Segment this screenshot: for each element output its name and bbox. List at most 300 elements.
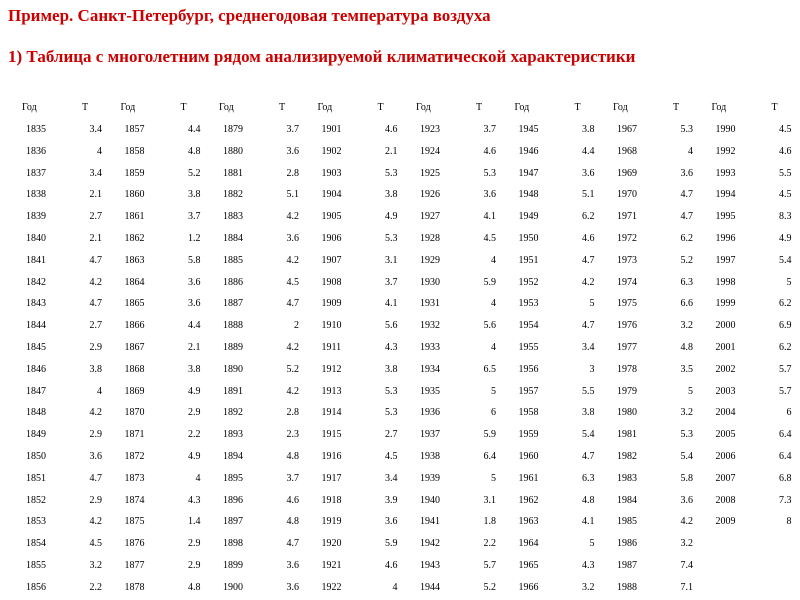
header-year: Год bbox=[711, 102, 727, 113]
year-cell: 1861 bbox=[124, 211, 145, 223]
temperature-cell: 5.2 bbox=[286, 363, 299, 375]
temperature-cell: 3.1 bbox=[483, 494, 496, 506]
temperature-cell: 4.2 bbox=[286, 385, 299, 397]
temperature-cell: 4 bbox=[97, 385, 102, 397]
year-cell: 1973 bbox=[617, 254, 637, 266]
temperature-cell: 4.2 bbox=[89, 276, 102, 288]
temperature-cell: 4.7 bbox=[286, 538, 299, 550]
temperature-cell: 2.2 bbox=[483, 538, 496, 550]
year-cell: 1913 bbox=[321, 385, 342, 397]
year-cell: 1910 bbox=[321, 320, 342, 332]
year-cell: 1938 bbox=[420, 451, 440, 462]
header-year: Год bbox=[613, 102, 628, 113]
year-cell: 1950 bbox=[518, 233, 539, 244]
temperature-cell: 2.9 bbox=[188, 560, 201, 571]
year-cell: 1883 bbox=[223, 211, 243, 223]
temperature-cell: 4.3 bbox=[385, 342, 398, 353]
year-cell: 1949 bbox=[518, 211, 539, 223]
temperature-cell: 4.9 bbox=[779, 233, 792, 244]
temperature-cell: 3.2 bbox=[89, 560, 102, 571]
temperature-cell: 4.6 bbox=[286, 494, 299, 506]
temperature-cell: 3.4 bbox=[89, 167, 102, 179]
year-cell: 1838 bbox=[26, 189, 46, 201]
temperature-cell: 6.3 bbox=[582, 472, 595, 484]
temperature-cell: 3.8 bbox=[385, 363, 398, 375]
temperature-cell: 2.2 bbox=[188, 429, 201, 441]
year-cell: 1896 bbox=[223, 494, 243, 506]
year-cell: 1900 bbox=[223, 581, 243, 593]
year-cell: 1948 bbox=[518, 189, 539, 201]
temperature-cell: 4.4 bbox=[188, 124, 201, 135]
temperature-cell: 4.2 bbox=[680, 516, 693, 528]
temperature-cell: 6.6 bbox=[680, 298, 693, 310]
header-year: Год bbox=[22, 102, 37, 113]
year-cell: 1866 bbox=[124, 320, 145, 332]
temperature-cell: 4.6 bbox=[385, 560, 398, 571]
temperature-cell: 4.2 bbox=[89, 516, 102, 528]
temperature-cell: 5.5 bbox=[582, 385, 595, 397]
year-cell: 1995 bbox=[715, 211, 736, 223]
year-cell: 1929 bbox=[420, 254, 440, 266]
year-cell: 2008 bbox=[715, 494, 736, 506]
temperature-cell: 5 bbox=[688, 385, 693, 397]
temperature-cell: 6.3 bbox=[680, 276, 693, 288]
temperature-cell: 6.2 bbox=[779, 342, 792, 353]
year-cell: 1870 bbox=[124, 407, 145, 419]
year-cell: 1914 bbox=[321, 407, 342, 419]
temperature-cell: 1.4 bbox=[188, 516, 201, 528]
year-cell: 1839 bbox=[26, 211, 46, 223]
temperature-cell: 2.9 bbox=[188, 407, 201, 419]
temperature-cell: 6.2 bbox=[680, 233, 693, 244]
temperature-cell: 3.6 bbox=[188, 298, 201, 310]
temperature-cell: 4.4 bbox=[582, 145, 595, 157]
temperature-cell: 4.9 bbox=[188, 451, 201, 462]
temperature-cell: 5 bbox=[491, 472, 496, 484]
header-year: Год bbox=[317, 102, 333, 113]
temperature-cell: 4.1 bbox=[385, 298, 398, 310]
year-cell: 1877 bbox=[124, 560, 145, 571]
year-cell: 1903 bbox=[321, 167, 342, 179]
year-cell: 1935 bbox=[420, 385, 440, 397]
temperature-cell: 2.1 bbox=[89, 233, 102, 244]
temperature-cell: 4.7 bbox=[582, 451, 595, 462]
year-cell: 1986 bbox=[617, 538, 637, 550]
temperature-cell: 3.6 bbox=[286, 145, 299, 157]
temperature-cell: 1.8 bbox=[483, 516, 496, 528]
temperature-cell: 8 bbox=[786, 516, 792, 528]
slide-title: Пример. Санкт-Петербург, среднегодовая температура воздуха bbox=[8, 6, 491, 25]
temperature-cell: 6.8 bbox=[779, 472, 792, 484]
temperature-cell: 4.2 bbox=[89, 407, 102, 419]
temperature-cell: 3.8 bbox=[188, 363, 201, 375]
temperature-cell: 5.3 bbox=[483, 167, 496, 179]
year-cell: 1879 bbox=[223, 124, 243, 135]
temperature-cell: 5 bbox=[589, 298, 595, 310]
year-cell: 1920 bbox=[321, 538, 342, 550]
year-cell: 1960 bbox=[518, 451, 539, 462]
year-cell: 1951 bbox=[518, 254, 539, 266]
temperature-cell: 5.5 bbox=[779, 167, 792, 179]
temperature-cell: 3.8 bbox=[582, 407, 595, 419]
year-cell: 1876 bbox=[124, 538, 145, 550]
year-cell: 1846 bbox=[26, 363, 46, 375]
temperature-cell: 4.6 bbox=[483, 145, 496, 157]
year-cell: 1919 bbox=[321, 516, 342, 528]
year-cell: 1890 bbox=[223, 363, 243, 375]
year-cell: 1982 bbox=[617, 451, 637, 462]
temperature-cell: 4.7 bbox=[89, 298, 102, 310]
temperature-cell: 5.2 bbox=[188, 167, 201, 179]
temperature-cell: 5.7 bbox=[779, 363, 792, 375]
year-cell: 1987 bbox=[617, 560, 637, 571]
header-temp: Т bbox=[180, 102, 187, 113]
temperature-cell: 2.7 bbox=[89, 211, 102, 223]
temperature-cell: 4.1 bbox=[582, 516, 595, 528]
year-cell: 1932 bbox=[420, 320, 440, 332]
temperature-cell: 3.8 bbox=[582, 124, 595, 135]
year-cell: 1983 bbox=[617, 472, 637, 484]
temperature-cell: 6.2 bbox=[779, 298, 792, 310]
year-cell: 1947 bbox=[518, 167, 539, 179]
year-cell: 1954 bbox=[518, 320, 539, 332]
temperature-cell: 4.6 bbox=[779, 145, 792, 157]
year-cell: 1933 bbox=[420, 342, 440, 353]
year-cell: 1996 bbox=[715, 233, 736, 244]
temperature-cell: 6.4 bbox=[779, 451, 792, 462]
header-temp: Т bbox=[771, 102, 778, 113]
year-cell: 2000 bbox=[715, 320, 736, 332]
header-year: Год bbox=[514, 102, 530, 113]
year-cell: 1856 bbox=[26, 581, 46, 593]
year-cell: 1884 bbox=[223, 233, 243, 244]
temperature-cell: 4.7 bbox=[89, 472, 102, 484]
temperature-cell: 3.2 bbox=[680, 407, 693, 419]
year-cell: 2006 bbox=[715, 451, 736, 462]
temperature-cell: 3.2 bbox=[680, 320, 693, 332]
year-cell: 2004 bbox=[715, 407, 736, 419]
year-cell: 1881 bbox=[223, 167, 243, 179]
year-cell: 1874 bbox=[124, 494, 145, 506]
year-cell: 1942 bbox=[420, 538, 440, 550]
year-cell: 1967 bbox=[617, 124, 637, 135]
temperature-cell: 4 bbox=[491, 254, 496, 266]
temperature-cell: 4.6 bbox=[385, 124, 398, 135]
temperature-cell: 2.8 bbox=[286, 167, 299, 179]
temperature-cell: 2.9 bbox=[188, 538, 201, 550]
year-cell: 1835 bbox=[26, 124, 46, 135]
temperature-cell: 2.1 bbox=[385, 145, 398, 157]
temperature-cell: 2.3 bbox=[286, 429, 299, 441]
temperature-cell: 2.1 bbox=[89, 189, 102, 201]
temperature-cell: 5.2 bbox=[680, 254, 693, 266]
temperature-cell: 5.3 bbox=[385, 385, 398, 397]
temperature-cell: 4 bbox=[97, 145, 102, 157]
year-cell: 1875 bbox=[124, 516, 145, 528]
temperature-cell: 4.2 bbox=[286, 342, 299, 353]
year-cell: 1964 bbox=[518, 538, 539, 550]
year-cell: 1918 bbox=[321, 494, 342, 506]
year-cell: 1928 bbox=[420, 233, 440, 244]
temperature-cell: 7.1 bbox=[680, 581, 693, 593]
temperature-cell: 6 bbox=[491, 407, 496, 419]
year-cell: 1957 bbox=[518, 385, 539, 397]
year-cell: 1994 bbox=[715, 189, 736, 201]
year-cell: 1945 bbox=[518, 124, 539, 135]
temperature-cell: 4 bbox=[491, 342, 496, 353]
temperature-cell: 4.5 bbox=[89, 538, 102, 550]
year-cell: 1845 bbox=[26, 342, 46, 353]
temperature-cell: 4.8 bbox=[286, 451, 299, 462]
temperature-cell: 5 bbox=[589, 538, 595, 550]
year-cell: 1968 bbox=[617, 145, 637, 157]
temperature-cell: 4.7 bbox=[582, 254, 595, 266]
year-cell: 1898 bbox=[223, 538, 243, 550]
year-cell: 1972 bbox=[617, 233, 637, 244]
temperature-cell: 4.8 bbox=[286, 516, 299, 528]
year-cell: 1907 bbox=[321, 254, 342, 266]
temperature-cell: 5.4 bbox=[680, 451, 693, 462]
year-cell: 1867 bbox=[124, 342, 145, 353]
temperature-cell: 4.7 bbox=[680, 189, 693, 201]
temperature-cell: 4.2 bbox=[286, 211, 299, 223]
year-cell: 1985 bbox=[617, 516, 637, 528]
temperature-cell: 5.3 bbox=[385, 233, 398, 244]
year-cell: 1850 bbox=[26, 451, 46, 462]
header-temp: Т bbox=[82, 102, 89, 113]
temperature-cell: 3.6 bbox=[680, 494, 693, 506]
temperature-cell: 6.5 bbox=[483, 363, 496, 375]
temperature-cell: 5.6 bbox=[483, 320, 496, 332]
temperature-cell: 2 bbox=[294, 320, 299, 332]
temperature-cell: 2.9 bbox=[89, 342, 102, 353]
temperature-cell: 5.1 bbox=[582, 189, 595, 201]
temperature-cell: 4.7 bbox=[680, 211, 693, 223]
year-cell: 1974 bbox=[617, 276, 637, 288]
year-cell: 1906 bbox=[321, 233, 342, 244]
year-cell: 1965 bbox=[518, 560, 539, 571]
temperature-cell: 5.4 bbox=[779, 254, 792, 266]
year-cell: 1944 bbox=[420, 581, 440, 593]
year-cell: 1992 bbox=[715, 145, 736, 157]
year-cell: 1963 bbox=[518, 516, 539, 528]
temperature-cell: 3.6 bbox=[188, 276, 201, 288]
temperature-cell: 4.5 bbox=[779, 189, 792, 201]
year-cell: 1990 bbox=[715, 124, 736, 135]
temperature-cell: 3.4 bbox=[385, 472, 398, 484]
year-cell: 1857 bbox=[124, 124, 145, 135]
year-cell: 1891 bbox=[223, 385, 243, 397]
header-year: Год bbox=[416, 102, 431, 113]
temperature-cell: 2.9 bbox=[89, 494, 102, 506]
temperature-cell: 5.9 bbox=[483, 276, 496, 288]
temperature-cell: 6.4 bbox=[483, 451, 496, 462]
year-cell: 1851 bbox=[26, 472, 46, 484]
temperature-cell: 3.4 bbox=[582, 342, 595, 353]
header-temp: Т bbox=[476, 102, 483, 113]
year-cell: 1892 bbox=[223, 407, 243, 419]
year-cell: 1886 bbox=[223, 276, 243, 288]
year-cell: 1889 bbox=[223, 342, 243, 353]
temperature-cell: 5.8 bbox=[680, 472, 693, 484]
header-year: Год bbox=[120, 102, 136, 113]
year-cell: 2005 bbox=[715, 429, 736, 441]
year-cell: 1943 bbox=[420, 560, 440, 571]
temperature-cell: 7.4 bbox=[680, 560, 693, 571]
temperature-cell: 4.9 bbox=[188, 385, 201, 397]
year-cell: 1916 bbox=[321, 451, 342, 462]
temperature-cell: 2.9 bbox=[89, 429, 102, 441]
year-cell: 1852 bbox=[26, 494, 46, 506]
year-cell: 1901 bbox=[321, 124, 342, 135]
year-cell: 2009 bbox=[715, 516, 736, 528]
year-cell: 1936 bbox=[420, 407, 440, 419]
year-cell: 1922 bbox=[321, 581, 342, 593]
temperature-cell: 5.7 bbox=[483, 560, 496, 571]
year-cell: 1853 bbox=[26, 516, 46, 528]
temperature-cell: 6.2 bbox=[582, 211, 595, 223]
year-cell: 1952 bbox=[518, 276, 539, 288]
year-cell: 1912 bbox=[321, 363, 342, 375]
temperature-cell: 4.5 bbox=[286, 276, 299, 288]
year-cell: 1871 bbox=[124, 429, 145, 441]
temperature-cell: 3.2 bbox=[582, 581, 595, 593]
year-cell: 1921 bbox=[321, 560, 342, 571]
year-cell: 1953 bbox=[518, 298, 539, 310]
temperature-cell: 1.2 bbox=[188, 233, 201, 244]
year-cell: 1934 bbox=[420, 363, 440, 375]
year-cell: 1909 bbox=[321, 298, 342, 310]
temperature-cell: 3.4 bbox=[89, 124, 102, 135]
year-cell: 1956 bbox=[518, 363, 539, 375]
year-cell: 1976 bbox=[617, 320, 637, 332]
year-cell: 1981 bbox=[617, 429, 637, 441]
temperature-cell: 4.5 bbox=[385, 451, 398, 462]
temperature-cell: 4 bbox=[688, 145, 693, 157]
temperature-cell: 4.4 bbox=[188, 320, 201, 332]
year-cell: 1904 bbox=[321, 189, 342, 201]
year-cell: 1966 bbox=[518, 581, 539, 593]
temperature-cell: 5.9 bbox=[483, 429, 496, 441]
temperature-cell: 3.7 bbox=[286, 124, 299, 135]
year-cell: 1894 bbox=[223, 451, 243, 462]
temperature-cell: 4.7 bbox=[582, 320, 595, 332]
temperature-cell: 3.6 bbox=[286, 581, 299, 593]
year-cell: 1848 bbox=[26, 407, 46, 419]
temperature-cell: 6.9 bbox=[779, 320, 792, 332]
year-cell: 1978 bbox=[617, 363, 637, 375]
temperature-cell: 3.6 bbox=[286, 560, 299, 571]
year-cell: 1923 bbox=[420, 124, 440, 135]
year-cell: 1849 bbox=[26, 429, 46, 441]
year-cell: 1905 bbox=[321, 211, 342, 223]
temperature-cell: 3.7 bbox=[483, 124, 496, 135]
year-cell: 1887 bbox=[223, 298, 243, 310]
year-cell: 1925 bbox=[420, 167, 440, 179]
year-cell: 1878 bbox=[124, 581, 145, 593]
temperature-cell: 6.4 bbox=[779, 429, 792, 441]
temperature-cell: 4.6 bbox=[582, 233, 595, 244]
year-cell: 1855 bbox=[26, 560, 46, 571]
year-cell: 1872 bbox=[124, 451, 145, 462]
year-cell: 1840 bbox=[26, 233, 46, 244]
year-cell: 1979 bbox=[617, 385, 637, 397]
year-cell: 1998 bbox=[715, 276, 736, 288]
year-cell: 1858 bbox=[124, 145, 145, 157]
year-cell: 1961 bbox=[518, 472, 539, 484]
temperature-cell: 4.5 bbox=[483, 233, 496, 244]
year-cell: 1859 bbox=[124, 167, 145, 179]
year-cell: 1847 bbox=[26, 385, 46, 397]
year-cell: 1958 bbox=[518, 407, 539, 419]
header-temp: Т bbox=[279, 102, 286, 113]
year-cell: 1869 bbox=[124, 385, 145, 397]
temperature-cell: 3 bbox=[589, 363, 595, 375]
slide-subtitle: 1) Таблица с многолетним рядом анализируемой климатической характеристики bbox=[8, 47, 636, 66]
header-year: Год bbox=[219, 102, 234, 113]
temperature-cell: 5.8 bbox=[188, 254, 201, 266]
temperature-cell: 2.7 bbox=[385, 429, 398, 441]
year-cell: 1888 bbox=[223, 320, 243, 332]
year-cell: 1975 bbox=[617, 298, 637, 310]
year-cell: 1902 bbox=[321, 145, 342, 157]
year-cell: 1937 bbox=[420, 429, 440, 441]
year-cell: 1924 bbox=[420, 145, 440, 157]
year-cell: 1984 bbox=[617, 494, 637, 506]
temperature-cell: 4.8 bbox=[188, 581, 201, 593]
header-temp: Т bbox=[673, 102, 680, 113]
year-cell: 1882 bbox=[223, 189, 243, 201]
year-cell: 1999 bbox=[715, 298, 736, 310]
temperature-cell: 6 bbox=[786, 407, 792, 419]
temperature-cell: 4.8 bbox=[188, 145, 201, 157]
temperature-cell: 4.5 bbox=[779, 124, 792, 135]
temperature-cell: 3.6 bbox=[286, 233, 299, 244]
temperature-cell: 3.1 bbox=[385, 254, 398, 266]
temperature-cell: 5.3 bbox=[680, 124, 693, 135]
year-cell: 1837 bbox=[26, 167, 46, 179]
temperature-cell: 4.8 bbox=[582, 494, 595, 506]
temperature-cell: 5.4 bbox=[582, 429, 595, 441]
temperature-cell: 3.8 bbox=[385, 189, 398, 201]
temperature-cell: 3.8 bbox=[188, 189, 201, 201]
temperature-cell: 4.8 bbox=[680, 342, 693, 353]
year-cell: 1977 bbox=[617, 342, 637, 353]
temperature-cell: 5.3 bbox=[680, 429, 693, 441]
header-temp: Т bbox=[377, 102, 384, 113]
temperature-cell: 3.7 bbox=[188, 211, 201, 223]
year-cell: 1955 bbox=[518, 342, 539, 353]
year-cell: 1962 bbox=[518, 494, 539, 506]
temperature-cell: 3.7 bbox=[385, 276, 398, 288]
temperature-cell: 5 bbox=[491, 385, 496, 397]
temperature-cell: 3.5 bbox=[680, 363, 693, 375]
temperature-cell: 5.3 bbox=[385, 167, 398, 179]
year-cell: 1931 bbox=[420, 298, 440, 310]
year-cell: 1971 bbox=[617, 211, 637, 223]
temperature-cell: 2.7 bbox=[89, 320, 102, 332]
year-cell: 1959 bbox=[518, 429, 539, 441]
temperature-cell: 8.3 bbox=[779, 211, 792, 223]
year-cell: 1930 bbox=[420, 276, 440, 288]
temperature-cell: 3.7 bbox=[286, 472, 299, 484]
temperature-cell: 4.7 bbox=[89, 254, 102, 266]
temperature-cell: 2.8 bbox=[286, 407, 299, 419]
temperature-cell: 5.6 bbox=[385, 320, 398, 332]
year-cell: 1865 bbox=[124, 298, 145, 310]
temperature-cell: 3.6 bbox=[483, 189, 496, 201]
temperature-cell: 4.2 bbox=[582, 276, 595, 288]
